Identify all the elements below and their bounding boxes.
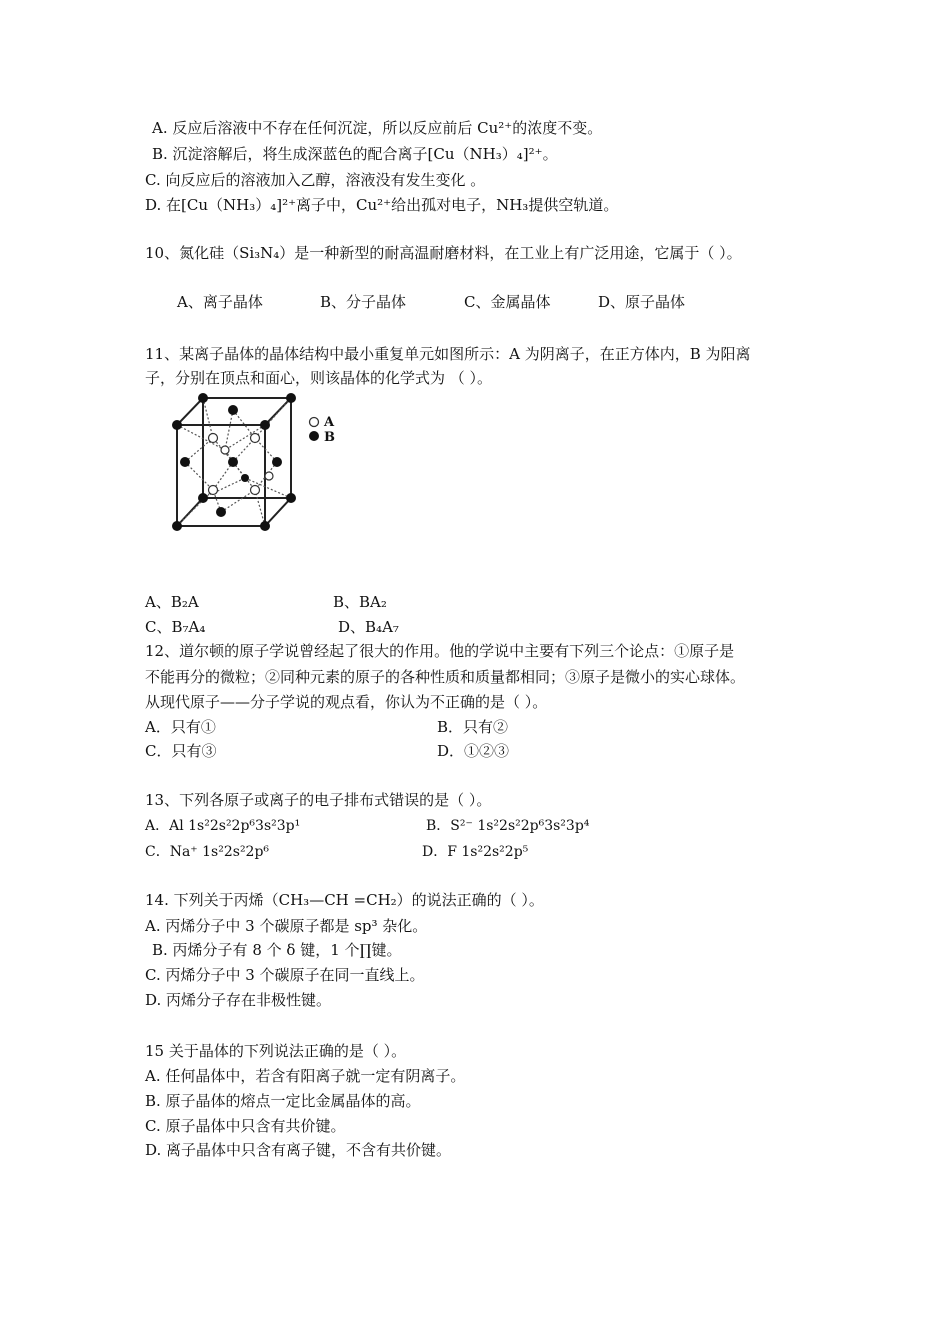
q13-option-d: D．F 1s²2s²2p⁵ xyxy=(422,844,529,860)
q12-option-a: A．只有① xyxy=(145,718,216,736)
q12-option-b: B．只有② xyxy=(437,718,509,736)
q10-option-b: B、分子晶体 xyxy=(320,293,407,311)
q11-option-b: B、BA₂ xyxy=(333,593,387,611)
q11-stem-line1: 11、某离子晶体的晶体结构中最小重复单元如图所示：A 为阴离子，在正方体内，B 为阳离 xyxy=(145,345,751,363)
q12-option-d: D．①②③ xyxy=(437,742,510,760)
q10-stem: 10、氮化硅（Si₃N₄）是一种新型的耐高温耐磨材料，在工业上有广泛用途，它属于（ ）。 xyxy=(145,244,742,262)
q12-stem-line1: 12、道尔顿的原子学说曾经起了很大的作用。他的学说中主要有下列三个论点：①原子是 xyxy=(145,642,735,660)
q10-option-d: D、原子晶体 xyxy=(598,293,686,311)
legend-cation-b-icon xyxy=(308,430,320,442)
q9-option-c: C. 向反应后的溶液加入乙醇，溶液没有发生变化 。 xyxy=(145,171,486,189)
q12-stem-line3: 从现代原子——分子学说的观点看，你认为不正确的是（ ）。 xyxy=(145,693,548,711)
q15-option-d: D. 离子晶体中只含有离子键，不含有共价键。 xyxy=(145,1141,452,1159)
q14-stem: 14. 下列关于丙烯（CH₃—CH =CH₂）的说法正确的（ ）。 xyxy=(145,891,544,909)
q14-option-c: C. 丙烯分子中 3 个碳原子在同一直线上。 xyxy=(145,966,425,984)
q14-option-d: D. 丙烯分子存在非极性键。 xyxy=(145,991,332,1009)
q9-option-a: A. 反应后溶液中不存在任何沉淀，所以反应前后 Cu²⁺的浓度不变。 xyxy=(152,119,603,137)
legend-anion-a-icon xyxy=(308,416,320,428)
q11-option-d: D、B₄A₇ xyxy=(338,618,399,636)
q9-option-b: B. 沉淀溶解后，将生成深蓝色的配合离子[Cu（NH₃）₄]²⁺。 xyxy=(152,145,558,163)
q9-option-d: D. 在[Cu（NH₃）₄]²⁺离子中，Cu²⁺给出孤对电子，NH₃提供空轨道。 xyxy=(145,196,619,214)
q11-option-c: C、B₇A₄ xyxy=(145,618,206,636)
q10-option-c: C、金属晶体 xyxy=(464,293,551,311)
q10-option-a: A、离子晶体 xyxy=(177,293,263,311)
q12-option-c: C．只有③ xyxy=(145,742,217,760)
q13-option-c: C．Na⁺ 1s²2s²2p⁶ xyxy=(145,844,270,860)
q15-option-a: A. 任何晶体中，若含有阳离子就一定有阴离子。 xyxy=(145,1067,466,1085)
q14-option-b: B. 丙烯分子有 8 个 δ 键，1 个∏键。 xyxy=(152,941,402,959)
q13-stem: 13、下列各原子或离子的电子排布式错误的是（ ）。 xyxy=(145,791,492,809)
q15-option-b: B. 原子晶体的熔点一定比金属晶体的高。 xyxy=(145,1092,421,1110)
q11-stem-line2: 子，分别在顶点和面心，则该晶体的化学式为 （ ）。 xyxy=(145,369,493,387)
q11-option-a: A、B₂A xyxy=(145,593,199,611)
q13-option-b: B．S²⁻ 1s²2s²2p⁶3s²3p⁴ xyxy=(426,818,590,834)
crystal-unit-cell-figure xyxy=(165,390,345,535)
legend-label-b: B xyxy=(324,430,335,445)
q14-option-a: A. 丙烯分子中 3 个碳原子都是 sp³ 杂化。 xyxy=(145,917,428,935)
q13-option-a: A．Al 1s²2s²2p⁶3s²3p¹ xyxy=(145,818,301,834)
q12-stem-line2: 不能再分的微粒；②同种元素的原子的各种性质和质量都相同；③原子是微小的实心球体。 xyxy=(145,668,746,686)
q15-option-c: C. 原子晶体中只含有共价键。 xyxy=(145,1117,346,1135)
legend-label-a: A xyxy=(324,415,335,430)
q15-stem: 15 关于晶体的下列说法正确的是（ ）。 xyxy=(145,1042,407,1060)
